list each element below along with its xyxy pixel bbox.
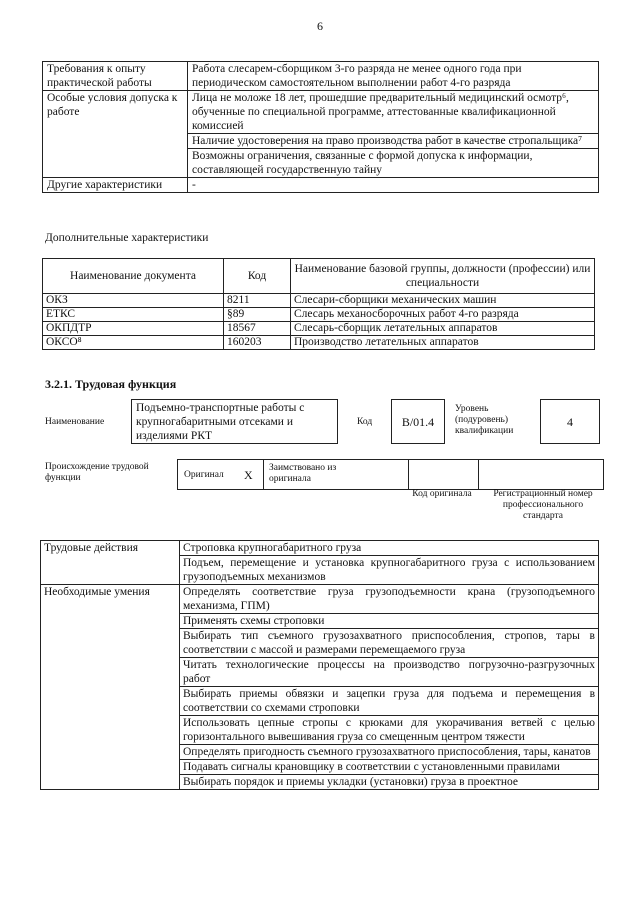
original-label: Оригинал xyxy=(184,470,224,480)
table-cell: 160203 xyxy=(224,336,291,350)
action-item: Подъем, перемещение и установка крупногабаритного груза с использованием грузоподъемных механизмов xyxy=(180,556,599,585)
skill-item: Определять пригодность съемного грузозахватного приспособления, тары, канатов xyxy=(180,745,599,760)
table-cell: Производство летательных аппаратов xyxy=(291,336,595,350)
requirement-key: Особые условия допуска к работе xyxy=(43,91,188,178)
table-row xyxy=(43,322,595,336)
divider xyxy=(408,460,409,489)
reg-number-label: Регистрационный номер профессионального стандарта xyxy=(493,489,593,521)
condition-line: Наличие удостоверения на право производства работ в качестве стропальщика⁷ xyxy=(188,134,598,149)
requirement-value xyxy=(188,91,599,178)
table-row xyxy=(41,585,599,614)
column-header: Код xyxy=(224,259,291,294)
skill-item: Выбирать тип съемного грузозахватного приспособления, стропов, тары в соответствии с массой и размерами перемещаемого груза xyxy=(180,629,599,658)
origin-label: Происхождение трудовой функции xyxy=(45,462,149,483)
requirement-value: Работа слесарем-сборщиком 3-го разряда не менее одного года при периодическом самостоятельном выполнении работ 4-го разряда xyxy=(188,62,599,91)
requirement-key: Требования к опыту практической работы xyxy=(43,62,188,91)
actions-label: Трудовые действия xyxy=(41,541,180,585)
function-details-table xyxy=(40,540,599,790)
name-label: Наименование xyxy=(45,417,105,427)
function-name: Подъемно-транспортные работы с крупногабаритными отсеками и изделиями РКТ xyxy=(131,399,338,444)
column-header: Наименование базовой группы, должности (профессии) или специальности xyxy=(291,259,595,294)
table-cell: ЕТКС xyxy=(43,308,224,322)
table-row xyxy=(43,178,599,193)
additional-title: Дополнительные характеристики xyxy=(45,232,209,244)
table-row xyxy=(43,62,599,91)
additional-table xyxy=(42,258,595,350)
table-cell: ОКЗ xyxy=(43,294,224,308)
table-row xyxy=(41,541,599,556)
borrowed-label: Заимствовано из оригинала xyxy=(269,463,337,484)
table-cell: Слесари-сборщики механических машин xyxy=(291,294,595,308)
table-row xyxy=(43,91,599,178)
table-cell: Слесарь-сборщик летательных аппаратов xyxy=(291,322,595,336)
table-row xyxy=(43,294,595,308)
skill-item: Использовать цепные стропы с крюками для укорачивания ветвей с целью горизонтального вывешивания груза со смещенным центром тяжести xyxy=(180,716,599,745)
code-label: Код xyxy=(357,417,373,427)
table-row xyxy=(43,336,595,350)
skill-item: Определять соответствие груза грузоподъемности крана (грузоподъемного механизма, ГПМ) xyxy=(180,585,599,614)
table-cell: ОКПДТР xyxy=(43,322,224,336)
level-value: 4 xyxy=(540,399,600,444)
table-header-row xyxy=(43,259,595,294)
skill-item: Выбирать порядок и приемы укладки (установки) груза в проектное xyxy=(180,775,599,790)
function-heading: 3.2.1. Трудовая функция xyxy=(45,377,177,391)
skill-item: Читать технологические процессы на производство погрузочно-разгрузочных работ xyxy=(180,658,599,687)
code-original-label: Код оригинала xyxy=(412,489,472,499)
skill-item: Применять схемы строповки xyxy=(180,614,599,629)
skill-item: Подавать сигналы крановщику в соответствии с установленными правилами xyxy=(180,760,599,775)
original-mark: X xyxy=(244,468,253,482)
action-item: Строповка крупногабаритного груза xyxy=(180,541,599,556)
table-cell: Слесарь механосборочных работ 4-го разряда xyxy=(291,308,595,322)
origin-box xyxy=(177,459,604,490)
condition-line: Лица не моложе 18 лет, прошедшие предварительный медицинский осмотр⁶, обученные по специальной программе, аттестованные квалификационной комиссией xyxy=(188,91,598,134)
condition-line: Возможны ограничения, связанные с формой допуска к информации, составляющей государственную тайну xyxy=(192,150,533,176)
skill-item: Выбирать приемы обвязки и зацепки груза для подъема и перемещения в соответствии со схемами строповки xyxy=(180,687,599,716)
table-row xyxy=(43,308,595,322)
page-number: 6 xyxy=(317,19,323,33)
requirement-value: - xyxy=(188,178,599,193)
table-cell: ОКСО⁸ xyxy=(43,336,224,350)
divider xyxy=(478,460,479,489)
table-cell: §89 xyxy=(224,308,291,322)
requirements-table xyxy=(42,61,599,193)
skills-label: Необходимые умения xyxy=(41,585,180,790)
level-label: Уровень (подуровень) квалификации xyxy=(455,404,514,436)
table-cell: 18567 xyxy=(224,322,291,336)
divider xyxy=(263,460,264,489)
column-header: Наименование документа xyxy=(43,259,224,294)
table-cell: 8211 xyxy=(224,294,291,308)
function-code: B/01.4 xyxy=(391,399,445,444)
requirement-key: Другие характеристики xyxy=(43,178,188,193)
